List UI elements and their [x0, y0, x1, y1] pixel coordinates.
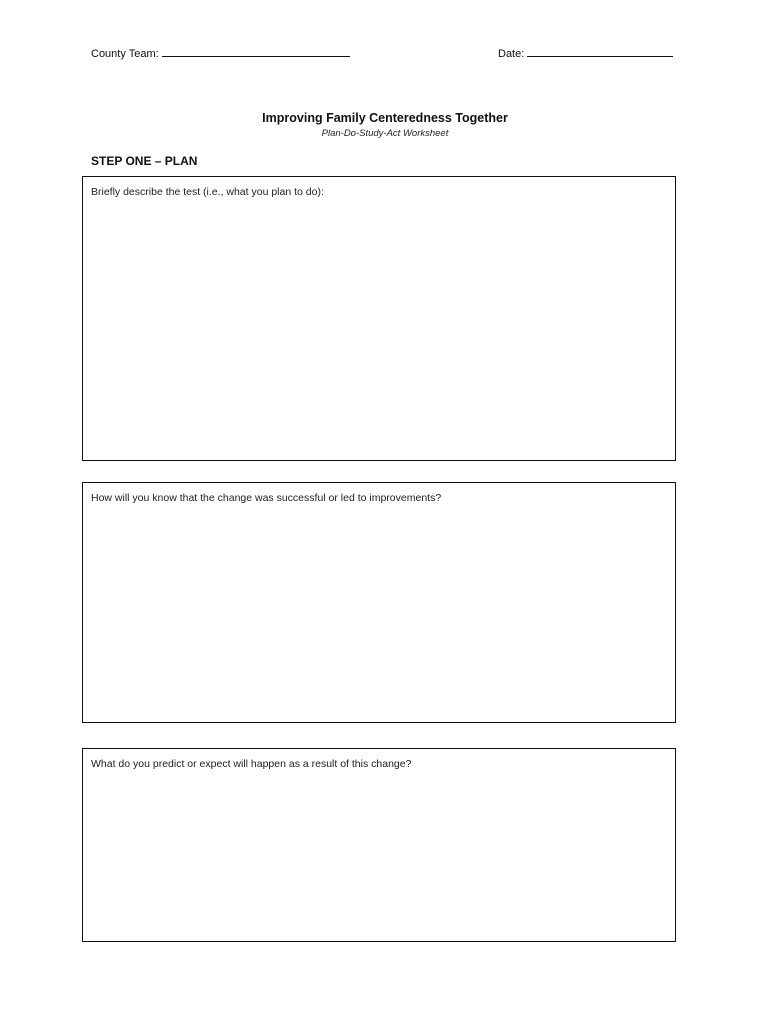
step-one-heading: STEP ONE – PLAN — [91, 154, 198, 168]
county-team-field[interactable] — [91, 46, 350, 60]
test-description-box[interactable] — [82, 176, 676, 461]
date-field[interactable] — [498, 46, 673, 60]
date-label: Date: — [498, 48, 525, 60]
date-input-line[interactable] — [527, 46, 673, 57]
success-measure-prompt: How will you know that the change was successful or led to improvements? — [91, 492, 442, 504]
test-description-prompt: Briefly describe the test (i.e., what you plan to do): — [91, 186, 324, 198]
document-subtitle: Plan-Do-Study-Act Worksheet — [321, 128, 449, 139]
county-team-label: County Team: — [91, 48, 159, 60]
prediction-box[interactable] — [82, 748, 676, 942]
success-measure-box[interactable] — [82, 482, 676, 723]
county-team-input-line[interactable] — [162, 46, 350, 57]
document-title: Improving Family Centeredness Together — [262, 111, 508, 125]
prediction-prompt: What do you predict or expect will happen as a result of this change? — [91, 758, 412, 770]
